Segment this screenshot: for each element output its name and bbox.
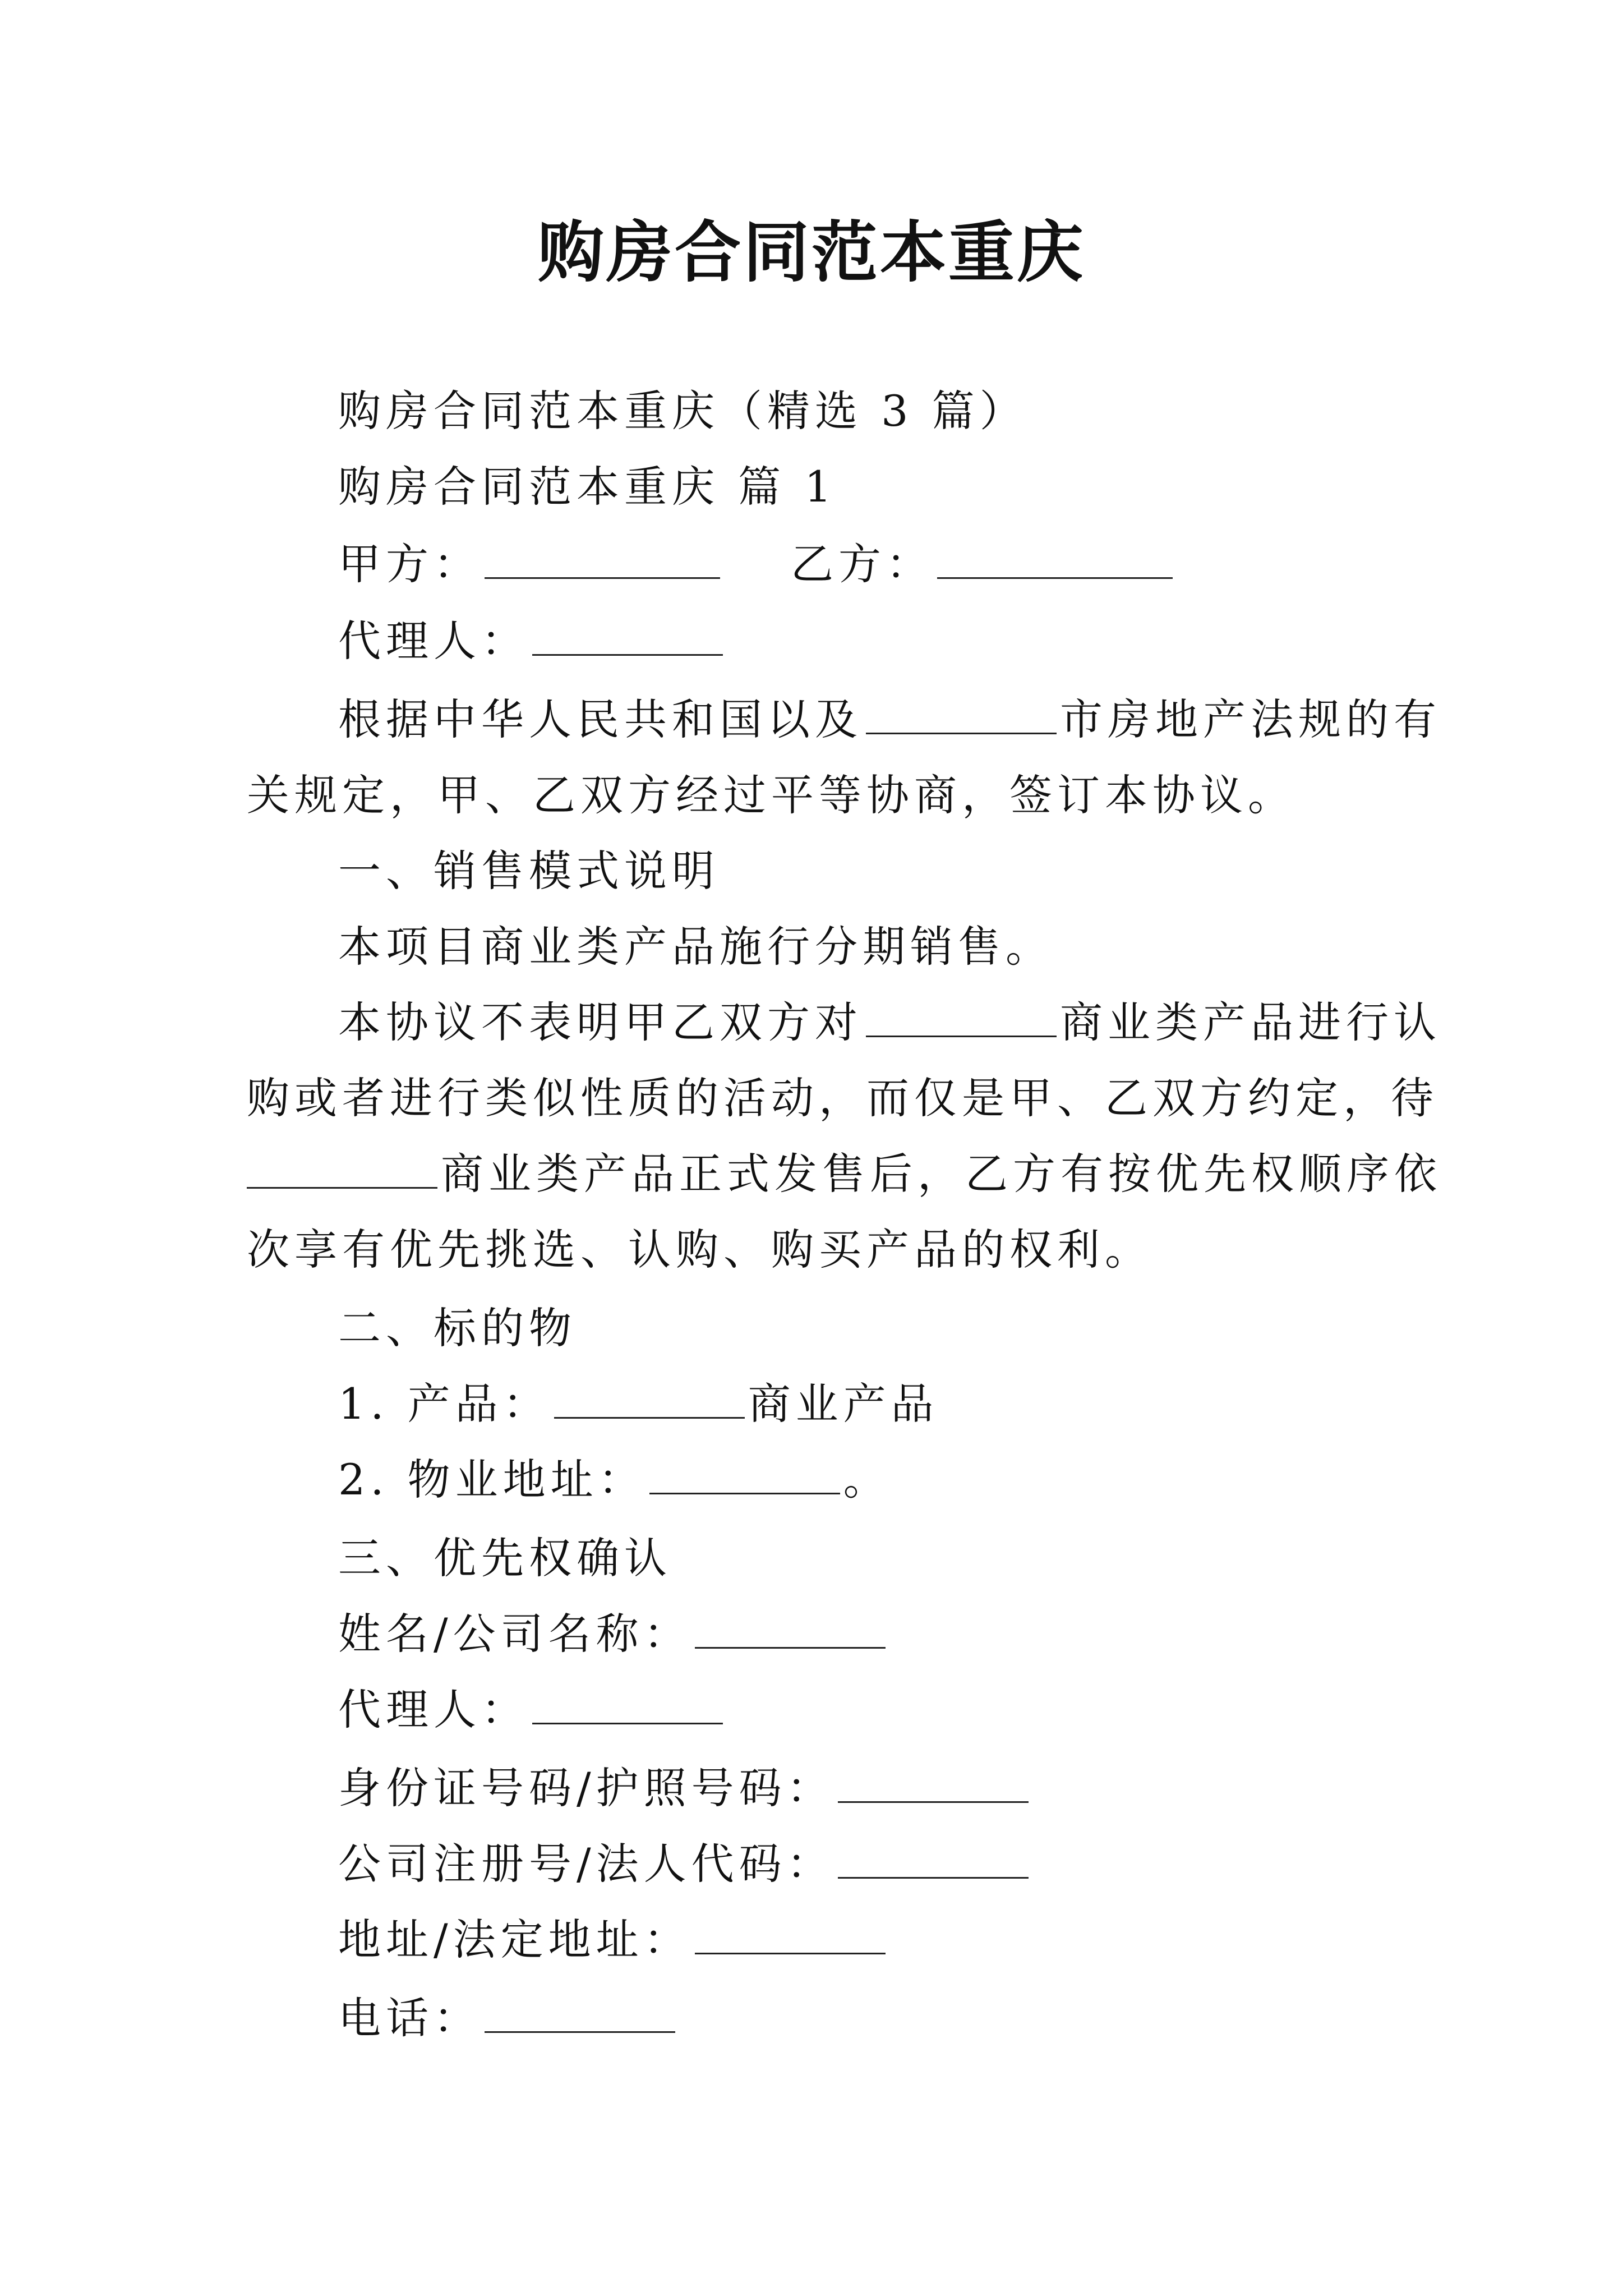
agent-line	[338, 616, 726, 666]
party-b-label: 乙方：	[791, 539, 934, 589]
party-a-blank	[485, 544, 720, 579]
section-heading: 购房合同范本重庆 篇 1	[338, 462, 837, 512]
field-phone-label: 电话：	[338, 1993, 481, 2043]
intro-line-1	[338, 694, 1441, 744]
section-2-heading: 二、标的物	[338, 1303, 577, 1353]
p2-project-blank-2	[247, 1153, 437, 1189]
document-title: 购房合同范本重庆	[537, 213, 1085, 291]
item-1-blank	[554, 1383, 745, 1419]
item-2-blank	[649, 1459, 840, 1494]
parties-line	[338, 539, 1176, 589]
field-phone	[338, 1993, 679, 2043]
p2-prefix: 本协议不表明甲乙双方对	[338, 997, 863, 1047]
field-agent-label: 代理人：	[338, 1685, 529, 1734]
section-1-paragraph-1: 本项目商业类产品施行分期销售。	[338, 922, 1053, 972]
field-registration	[338, 1839, 1032, 1889]
field-registration-label: 公司注册号/法人代码：	[338, 1839, 834, 1889]
agent-blank	[532, 620, 723, 656]
section-1-heading: 一、销售模式说明	[338, 846, 720, 896]
intro-prefix: 根据中华人民共和国以及	[338, 694, 863, 744]
field-address	[338, 1915, 889, 1964]
p2-project-blank	[866, 1002, 1057, 1037]
field-address-label: 地址/法定地址：	[338, 1915, 691, 1964]
item-2-label: 2. 物业地址：	[338, 1455, 646, 1504]
p2-line3-text: 商业类产品正式发售后，乙方有按优先权顺序依	[441, 1149, 1442, 1199]
intro-city-blank	[866, 699, 1057, 734]
section-1-p2-line-2: 购或者进行类似性质的活动，而仅是甲、乙双方约定，待	[247, 1073, 1438, 1123]
party-a-label: 甲方：	[338, 539, 481, 589]
field-agent	[338, 1685, 726, 1734]
subtitle: 购房合同范本重庆（精选 3 篇）	[338, 386, 1027, 436]
field-name-blank	[695, 1613, 886, 1649]
field-name-label: 姓名/公司名称：	[338, 1609, 691, 1659]
item-2-suffix: 。	[843, 1455, 891, 1504]
section-1-p2-line-4: 次享有优先挑选、认购、购买产品的权利。	[247, 1225, 1152, 1274]
p2-suffix: 商业类产品进行认	[1060, 997, 1441, 1047]
field-id	[338, 1763, 1032, 1813]
field-id-label: 身份证号码/护照号码：	[338, 1763, 834, 1813]
field-registration-blank	[838, 1843, 1029, 1879]
party-b-blank	[937, 544, 1173, 579]
intro-suffix: 市房地产法规的有	[1060, 694, 1441, 744]
item-1-label: 1. 产品：	[338, 1379, 551, 1429]
agent-label: 代理人：	[338, 616, 529, 666]
field-address-blank	[695, 1919, 886, 1954]
field-agent-blank	[532, 1689, 723, 1724]
section-1-p2-line-3	[247, 1149, 1442, 1199]
field-name	[338, 1609, 889, 1659]
field-phone-blank	[485, 1998, 675, 2033]
field-id-blank	[838, 1768, 1029, 1803]
section-1-p2-line-1	[338, 997, 1441, 1047]
item-2	[338, 1455, 891, 1504]
item-1	[338, 1379, 939, 1429]
item-1-suffix: 商业产品	[748, 1379, 939, 1429]
intro-line-2: 关规定，甲、乙双方经过平等协商，签订本协议。	[247, 770, 1295, 820]
section-3-heading: 三、优先权确认	[338, 1533, 672, 1583]
